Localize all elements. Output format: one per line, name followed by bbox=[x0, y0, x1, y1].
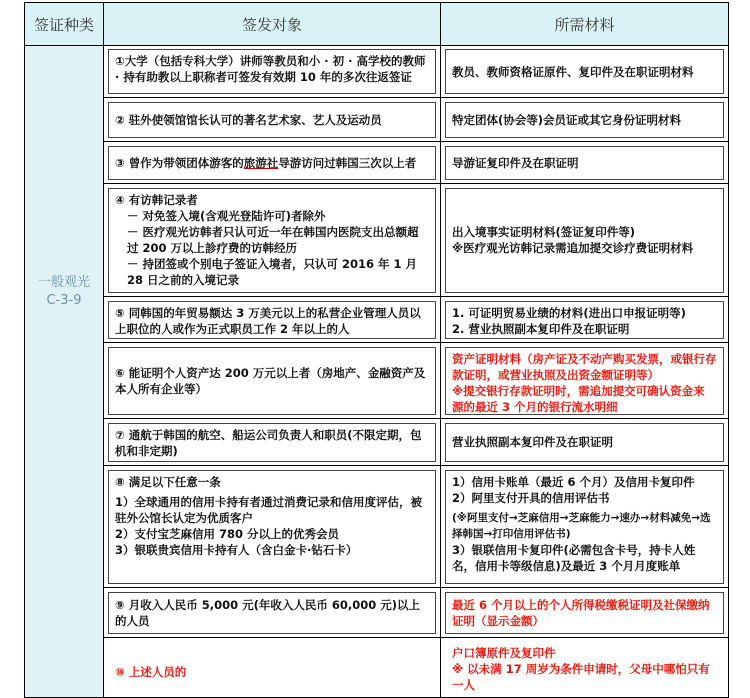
subject-bullet: － 对免签入境(含观光登陆许可)者除外 bbox=[127, 208, 326, 223]
material-cell bbox=[441, 184, 729, 297]
material-text: 户口簿原件及复印件 bbox=[452, 646, 556, 660]
header-subject: 签发对象 bbox=[104, 3, 441, 46]
table-row bbox=[25, 297, 729, 343]
subject-cell bbox=[104, 98, 441, 142]
subject-cell bbox=[104, 46, 441, 98]
table-row bbox=[25, 466, 729, 588]
material-text: 导游证复印件及在职证明 bbox=[452, 155, 579, 170]
visa-table bbox=[24, 2, 729, 698]
material-note: ※ 以未满 17 周岁为条件申请时，父母中哪怕只有一人 bbox=[452, 662, 710, 692]
subject-cell bbox=[104, 297, 441, 343]
subject-text: ④ 有访韩记录者 bbox=[115, 192, 198, 207]
material-text: 2）阿里支付开具的信用评估书 bbox=[452, 490, 610, 505]
material-text: 教员、教师资格证原件、复印件及在职证明材料 bbox=[452, 64, 694, 79]
visa-type-code: C-3-9 bbox=[46, 292, 82, 308]
material-text: 出入境事实证明材料(签证复印件等) bbox=[452, 225, 636, 239]
subject-option: 2）支付宝芝麻信用 780 分以上的优秀会员 bbox=[115, 526, 340, 541]
subject-text: ⑦ 通航于韩国的航空、船运公司负责人和职员(不限定期，包机和非定期) bbox=[115, 427, 422, 458]
header-visa-type: 签证种类 bbox=[25, 3, 104, 46]
subject-text: ② 驻外使领馆馆长认可的著名艺术家、艺人及运动员 bbox=[115, 112, 382, 127]
subject-cell bbox=[104, 588, 441, 638]
material-cell bbox=[441, 588, 729, 638]
material-text: 特定团体(协会等)会员证或其它身份证明材料 bbox=[452, 112, 682, 127]
material-note: ※医疗观光访韩记录需追加提交诊疗费证明材料 bbox=[452, 241, 694, 255]
subject-option: 3）银联贵宾信用卡持有人（含白金卡·钻石卡） bbox=[115, 542, 358, 557]
table-row bbox=[25, 142, 729, 184]
subject-option: 1）全球通用的信用卡持有者通过消费记录和信用度评估，被驻外公馆长认定为优质客户 bbox=[115, 494, 422, 525]
subject-text: ⑥ 能证明个人资产达 200 万元以上者（房地产、金融资产及本人所有企业等） bbox=[115, 365, 426, 396]
subject-cell bbox=[104, 184, 441, 297]
table-row bbox=[25, 419, 729, 466]
material-text: 最近 6 个月以上的个人所得税缴税证明及社保缴纳证明（显示金额） bbox=[452, 597, 710, 628]
header-materials: 所需材料 bbox=[441, 3, 729, 46]
table-row bbox=[25, 98, 729, 142]
subject-cell bbox=[104, 142, 441, 184]
material-cell bbox=[441, 343, 729, 419]
material-cell bbox=[441, 142, 729, 184]
subject-cell bbox=[104, 419, 441, 466]
material-text: 1. 可证明贸易业绩的材料(进出口申报证明等) bbox=[452, 305, 686, 320]
material-note: (※阿里支付→芝麻信用→芝麻能力→速办→材料减免→选择韩国→打印信用评估书) bbox=[452, 511, 711, 540]
material-cell bbox=[441, 98, 729, 142]
material-cell bbox=[441, 466, 729, 588]
material-text: 1）信用卡账单（最近 6 个月）及信用卡复印件 bbox=[452, 474, 695, 489]
subject-text: ⑩ 上述人员的 bbox=[115, 665, 187, 679]
underlined-term: 旅游社 bbox=[243, 155, 279, 170]
table-row bbox=[25, 588, 729, 638]
material-cell bbox=[441, 297, 729, 343]
subject-bullet: － 医疗观光访韩者只认可近一年在韩国内医院支出总额超过 200 万以上診疗费的访韩经历 bbox=[127, 224, 419, 255]
material-text: 营业执照副本复印件及在职证明 bbox=[452, 435, 613, 449]
table-row bbox=[25, 638, 729, 698]
subject-cell bbox=[104, 466, 441, 588]
material-text: 3）银联信用卡复印件(必需包含卡号，持卡人姓名，信用卡等级信息)及最近 3 个月月度账单 bbox=[452, 542, 696, 573]
table-row bbox=[25, 46, 729, 98]
subject-cell bbox=[104, 343, 441, 419]
visa-type-name: 一般观光 bbox=[37, 274, 90, 290]
material-cell bbox=[441, 638, 729, 698]
visa-type-cell bbox=[25, 46, 104, 698]
table-row bbox=[25, 184, 729, 297]
table-row bbox=[25, 343, 729, 419]
subject-text: ③ 曾作为带领团体游客的旅游社导游访问过韩国三次以上者 bbox=[115, 155, 417, 170]
header-row bbox=[25, 3, 729, 46]
subject-text: ⑤ 同韩国的年贸易额达 3 万美元以上的私营企业管理人员以上职位的人或作为正式职员工作 2 年以上的人 bbox=[115, 305, 421, 336]
subject-text: ⑧ 满足以下任意一条 bbox=[115, 474, 221, 489]
subject-cell bbox=[104, 638, 441, 698]
subject-text: ①大学（包括专科大学）讲师等教员和小 · 初 · 高学校的教师 · 持有助教以上职称者可签发有效期 10 年的多次往返签证 bbox=[115, 54, 426, 84]
material-text: 资产证明材料（房产证及不动产购买发票，或银行存款证明，或营业执照及出资金额证明等） bbox=[452, 351, 717, 382]
subject-bullet: － 持团签或个别电子签证入境者，只认可 2016 年 1 月 28 日之前的入境记录 bbox=[127, 256, 418, 287]
material-cell bbox=[441, 46, 729, 98]
material-note: ※提交银行存款证明时，需追加提交可确认资金来 源的最近 3 个月的银行流水明细 bbox=[452, 383, 705, 414]
subject-text: ⑨ 月收入人民币 5,000 元(年收入人民币 60,000 元)以上的人员 bbox=[115, 597, 421, 628]
material-text: 2. 营业执照副本复印件及在职证明 bbox=[452, 321, 630, 336]
material-cell bbox=[441, 419, 729, 466]
